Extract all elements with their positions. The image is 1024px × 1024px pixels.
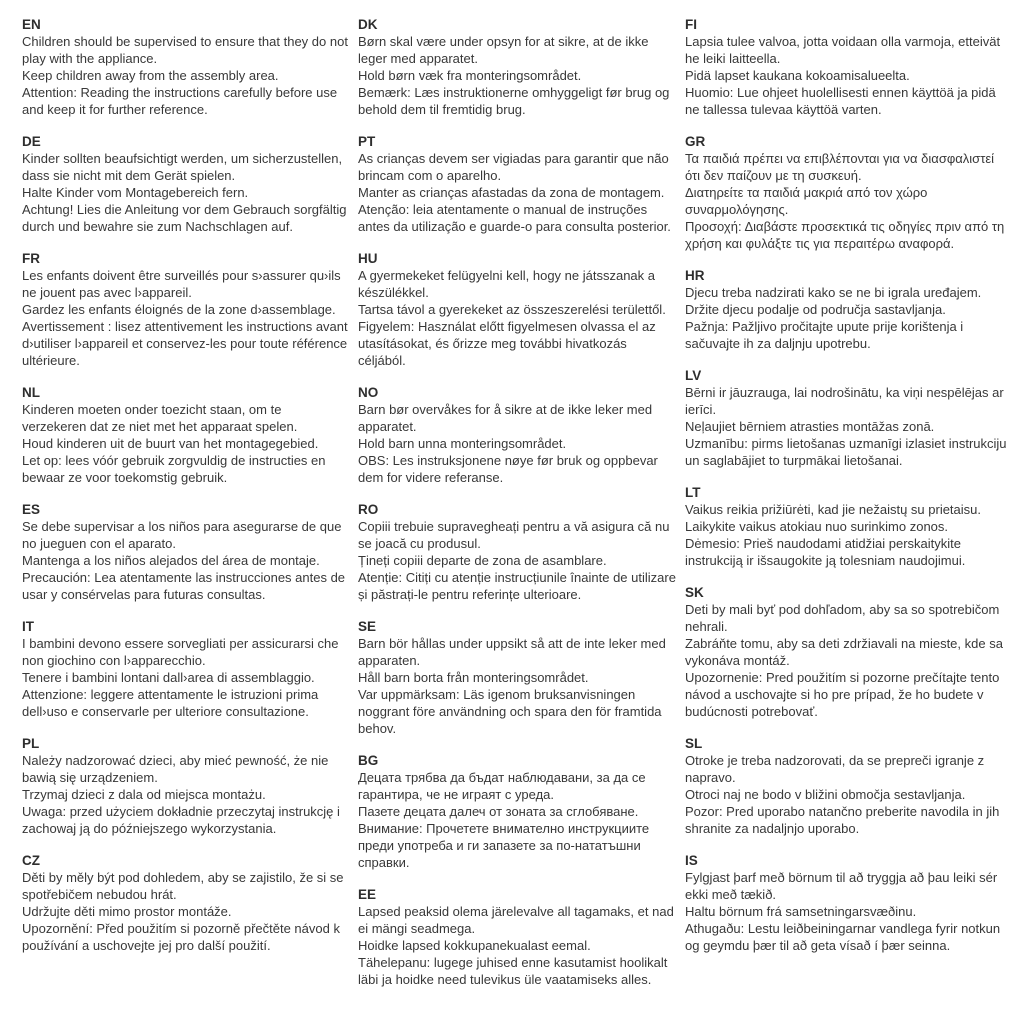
language-section-hr (685, 267, 1010, 352)
language-code: HU (358, 251, 378, 266)
instruction-line: Håll barn borta från monteringsområdet. (358, 670, 589, 685)
instruction-line: Pidä lapset kaukana kokoamisalueelta. (685, 68, 910, 83)
instruction-line: Attenzione: leggere attentamente le istruzioni prima dell›uso e conservarle per ulteriore consultazione. (22, 687, 319, 719)
language-section-en (22, 16, 348, 118)
instruction-line: Kinderen moeten onder toezicht staan, om te verzekeren dat ze niet met het apparaat spelen. (22, 402, 298, 434)
instruction-line: Se debe supervisar a los niños para asegurarse de que no jueguen con el aparato. (22, 519, 342, 551)
language-section-sl (685, 735, 1010, 837)
instruction-line: Τα παιδιά πρέπει να επιβλέπονται για να διασφαλιστεί ότι δεν παίζουν με τη συσκευή. (685, 151, 995, 183)
language-code: ES (22, 502, 41, 517)
instruction-line: Houd kinderen uit de buurt van het montagegebied. (22, 436, 319, 451)
instruction-line: Djecu treba nadzirati kako se ne bi igrala uređajem. (685, 285, 982, 300)
instruction-line: Athugaðu: Lestu leiðbeiningarnar vandlega fyrir notkun og geymdu þær til að geta vísað í þær seinna. (685, 921, 1001, 953)
column-left (22, 16, 358, 1024)
instruction-line: Hold barn unna monteringsområdet. (358, 436, 567, 451)
language-code: DK (358, 17, 378, 32)
instruction-line: Tenere i bambini lontani dall›area di assemblaggio. (22, 670, 315, 685)
language-section-ee (358, 886, 677, 988)
language-section-pt (358, 133, 677, 235)
instruction-line: Kinder sollten beaufsichtigt werden, um sicherzustellen, dass sie nicht mit dem Gerät spielen. (22, 151, 343, 183)
instruction-line: Udržujte děti mimo prostor montáže. (22, 904, 232, 919)
instruction-line: Otroke je treba nadzorovati, da se prepreči igranje z napravo. (685, 753, 985, 785)
instruction-line: Manter as crianças afastadas da zona de montagem. (358, 185, 665, 200)
language-section-se (358, 618, 677, 737)
instruction-line: Hoidke lapsed kokkupanekualast eemal. (358, 938, 591, 953)
instruction-line: Mantenga a los niños alejados del área de montaje. (22, 553, 320, 568)
instruction-line: Haltu börnum frá samsetningarsvæðinu. (685, 904, 917, 919)
language-section-es (22, 501, 348, 603)
instruction-line: Var uppmärksam: Läs igenom bruksanvisningen noggrant före användning och spara den för framtida behov. (358, 687, 662, 736)
language-code: BG (358, 753, 379, 768)
instruction-line: Les enfants doivent être surveillés pour s›assurer qu›ils ne jouent pas avec l›appareil. (22, 268, 341, 300)
language-section-sk (685, 584, 1010, 720)
language-section-de (22, 133, 348, 235)
instruction-line: Halte Kinder vom Montagebereich fern. (22, 185, 249, 200)
instruction-line: Precaución: Lea atentamente las instrucciones antes de usar y consérvelas para futuras consultas. (22, 570, 346, 602)
instruction-line: Lapsia tulee valvoa, jotta voidaan olla varmoja, etteivät he leiki laitteella. (685, 34, 1001, 66)
language-code: CZ (22, 853, 40, 868)
instruction-line: Atenție: Citiți cu atenție instrucțiunile înainte de utilizare și păstrați-le pentru referințe ulterioare. (358, 570, 676, 602)
language-code: EE (358, 887, 377, 902)
language-code: PT (358, 134, 376, 149)
language-code: LV (685, 368, 702, 383)
instruction-line: Zabráňte tomu, aby sa deti zdržiavali na mieste, kde sa vykonáva montáž. (685, 636, 1003, 668)
instruction-line: Uzmanību: pirms lietošanas uzmanīgi izlasiet instrukciju un saglabājiet to turpmākai lietošanai. (685, 436, 1007, 468)
language-code: GR (685, 134, 706, 149)
instruction-line: Huomio: Lue ohjeet huolellisesti ennen käyttöä ja pidä ne tallessa tulevaa käyttöä varten. (685, 85, 996, 117)
instruction-line: Barn bör hållas under uppsikt så att de inte leker med apparaten. (358, 636, 666, 668)
language-code: FR (22, 251, 40, 266)
language-code: LT (685, 485, 701, 500)
language-code: DE (22, 134, 41, 149)
instruction-line: Děti by měly být pod dohledem, aby se zajistilo, že si se spotřebičem nebudou hrát. (22, 870, 344, 902)
instruction-line: Achtung! Lies die Anleitung vor dem Gebrauch sorgfältig durch und bewahre sie zum Nachschlagen auf. (22, 202, 347, 234)
instruction-line: Dėmesio: Prieš naudodami atidžiai perskaitykite instrukciją ir išsaugokite ją tolesniam naudojimui. (685, 536, 966, 568)
instruction-line: Gardez les enfants éloignés de la zone d›assemblage. (22, 302, 336, 317)
instruction-line: Atenção: leia atentamente o manual de instruções antes da utilização e guarde-o para consulta posterior. (358, 202, 671, 234)
instruction-line: Laikykite vaikus atokiau nuo surinkimo zonos. (685, 519, 949, 534)
language-section-gr (685, 133, 1010, 252)
instruction-line: Upozornenie: Pred použitím si pozorne prečítajte tento návod a uschovajte si ho pre prípad, že ho budete v budúcnosti potrebovať. (685, 670, 1000, 719)
column-middle (358, 16, 685, 1024)
instruction-line: Hold børn væk fra monteringsområdet. (358, 68, 582, 83)
language-section-cz (22, 852, 348, 954)
instruction-line: Bemærk: Læs instruktionerne omhyggeligt før brug og behold dem til fremtidig brug. (358, 85, 670, 117)
instruction-line: Vaikus reikia prižiūrėti, kad jie nežaistų su prietaisu. (685, 502, 982, 517)
instruction-line: Tähelepanu: lugege juhised enne kasutamist hoolikalt läbi ja hoidke need tulevikus üle vaatamiseks alles. (358, 955, 668, 987)
language-code: PL (22, 736, 40, 751)
language-code: SE (358, 619, 377, 634)
instruction-line: Pažnja: Pažljivo pročitajte upute prije korištenja i sačuvajte ih za daljnju upotrebu. (685, 319, 964, 351)
instruction-line: Deti by mali byť pod dohľadom, aby sa so spotrebičom nehrali. (685, 602, 1000, 634)
instruction-line: Copiii trebuie supravegheați pentru a vă asigura că nu se joacă cu produsul. (358, 519, 670, 551)
language-code: FI (685, 17, 697, 32)
instruction-line: Внимание: Прочетете внимателно инструкциите преди употреба и ги запазете за по-нататъшни справки. (358, 821, 650, 870)
language-code: SL (685, 736, 703, 751)
language-section-fr (22, 250, 348, 369)
instruction-line: Uwaga: przed użyciem dokładnie przeczytaj instrukcję i zachowaj ją do późniejszego wykorzystania. (22, 804, 340, 836)
instruction-line: Avertissement : lisez attentivement les instructions avant d›utiliser l›appareil et conservez-les pour toute référence ultérieure. (22, 319, 348, 368)
language-section-fi (685, 16, 1010, 118)
instruction-line: A gyermekeket felügyelni kell, hogy ne játsszanak a készülékkel. (358, 268, 656, 300)
language-code: IT (22, 619, 34, 634)
instruction-line: Προσοχή: Διαβάστε προσεκτικά τις οδηγίες πριν από τη χρήση και φυλάξτε τις για περαιτέρω αναφορά. (685, 219, 1005, 251)
language-code: SK (685, 585, 704, 600)
language-code: NO (358, 385, 379, 400)
language-section-is (685, 852, 1010, 954)
language-code: NL (22, 385, 40, 400)
instruction-line: Držite djecu podalje od područja sastavljanja. (685, 302, 946, 317)
instruction-line: Keep children away from the assembly area. (22, 68, 279, 83)
instruction-line: Διατηρείτε τα παιδιά μακριά από τον χώρο συναρμολόγησης. (685, 185, 928, 217)
language-section-lv (685, 367, 1010, 469)
language-section-ro (358, 501, 677, 603)
instruction-line: Børn skal være under opsyn for at sikre, at de ikke leger med apparatet. (358, 34, 649, 66)
language-code: RO (358, 502, 379, 517)
language-code: HR (685, 268, 705, 283)
instruction-line: Neļaujiet bērniem atrasties montāžas zonā. (685, 419, 935, 434)
instruction-line: OBS: Les instruksjonene nøye før bruk og oppbevar dem for videre referanse. (358, 453, 658, 485)
instruction-line: Pozor: Pred uporabo natančno preberite navodila in jih shranite za nadaljnjo uporabo. (685, 804, 1000, 836)
instruction-line: Децата трябва да бъдат наблюдавани, за да се гарантира, че не играят с уреда. (358, 770, 646, 802)
language-section-no (358, 384, 677, 486)
instruction-line: Bērni ir jāuzrauga, lai nodrošinātu, ka viņi nespēlējas ar ierīci. (685, 385, 1004, 417)
instruction-line: Należy nadzorować dzieci, aby mieć pewność, że nie bawią się urządzeniem. (22, 753, 329, 785)
language-section-dk (358, 16, 677, 118)
language-section-pl (22, 735, 348, 837)
language-section-nl (22, 384, 348, 486)
instruction-line: Figyelem: Használat előtt figyelmesen olvassa el az utasításokat, és őrizze meg további hivatkozás céljából. (358, 319, 656, 368)
language-section-lt (685, 484, 1010, 569)
instruction-line: Barn bør overvåkes for å sikre at de ikke leker med apparatet. (358, 402, 653, 434)
language-code: IS (685, 853, 698, 868)
language-section-hu (358, 250, 677, 369)
instruction-line: Lapsed peaksid olema järelevalve all tagamaks, et nad ei mängi seadmega. (358, 904, 674, 936)
instruction-line: Attention: Reading the instructions carefully before use and keep it for further reference. (22, 85, 338, 117)
instruction-line: Upozornění: Před použitím si pozorně přečtěte návod k používání a uschovejte jej pro další použití. (22, 921, 340, 953)
instruction-line: Let op: lees vóór gebruik zorgvuldig de instructies en bewaar ze voor toekomstig gebruik. (22, 453, 326, 485)
instruction-line: Fylgjast þarf með börnum til að tryggja að þau leiki sér ekki með tækið. (685, 870, 998, 902)
language-code: EN (22, 17, 41, 32)
language-section-it (22, 618, 348, 720)
instruction-line: Otroci naj ne bodo v bližini območja sestavljanja. (685, 787, 966, 802)
instruction-line: Trzymaj dzieci z dala od miejsca montażu. (22, 787, 266, 802)
instruction-line: As crianças devem ser vigiadas para garantir que não brincam com o aparelho. (358, 151, 669, 183)
instruction-line: Tartsa távol a gyerekeket az összeszerelési területtől. (358, 302, 666, 317)
instruction-line: Children should be supervised to ensure that they do not play with the appliance. (22, 34, 348, 66)
instruction-line: Țineți copiii departe de zona de asamblare. (358, 553, 607, 568)
language-section-bg (358, 752, 677, 871)
instruction-line: I bambini devono essere sorvegliati per assicurarsi che non giochino con l›apparecchio. (22, 636, 339, 668)
instruction-line: Пазете децата далеч от зоната за сглобяване. (358, 804, 639, 819)
column-right (685, 16, 1024, 1024)
